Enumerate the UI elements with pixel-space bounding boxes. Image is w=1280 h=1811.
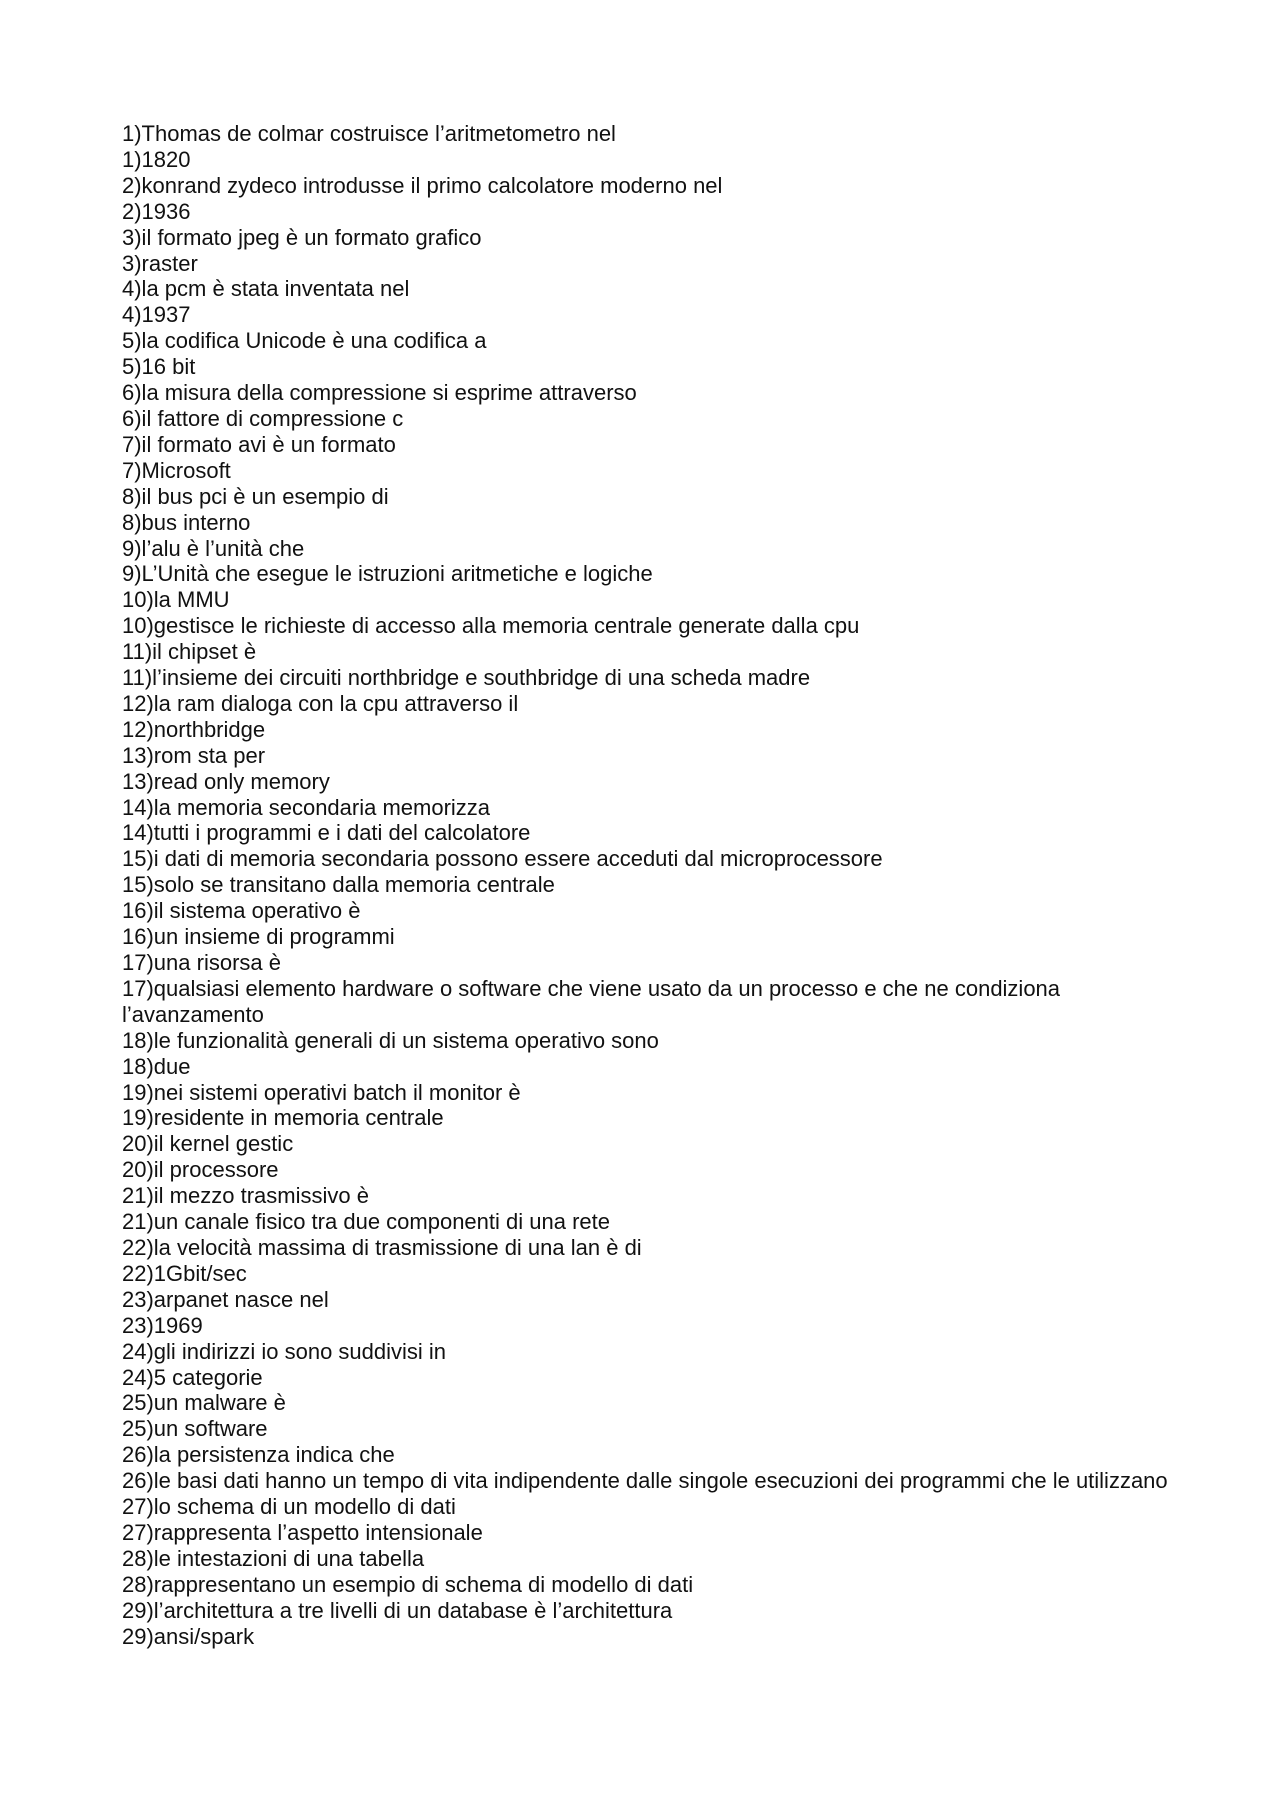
text-line: 10)la MMU	[122, 587, 230, 613]
text-line: 14)la memoria secondaria memorizza	[122, 794, 491, 820]
text-line: 3)raster	[122, 250, 198, 276]
text-line: 5)la codifica Unicode è una codifica a	[122, 328, 487, 354]
text-line: 15)i dati di memoria secondaria possono essere acceduti dal microprocessore	[122, 846, 883, 872]
text-line: 23)1969	[122, 1312, 203, 1338]
text-line: 15)solo se transitano dalla memoria centrale	[122, 872, 555, 898]
text-line: 13)rom sta per	[122, 742, 266, 768]
text-line: 11)il chipset è	[122, 639, 257, 665]
text-line: 8)il bus pci è un esempio di	[122, 483, 389, 509]
text-line: 10)gestisce le richieste di accesso alla memoria centrale generate dalla cpu	[122, 613, 860, 639]
text-line: 18)le funzionalità generali di un sistema operativo sono	[122, 1027, 659, 1053]
text-line: 25)un malware è	[122, 1390, 286, 1416]
text-line: 27)rappresenta l’aspetto intensionale	[122, 1519, 483, 1545]
text-line: 4)la pcm è stata inventata nel	[122, 276, 410, 302]
text-line: 4)1937	[122, 302, 191, 328]
text-line: 20)il processore	[122, 1157, 279, 1183]
text-line: 3)il formato jpeg è un formato grafico	[122, 224, 482, 250]
text-line: 18)due	[122, 1053, 191, 1079]
text-line: 6)il fattore di compressione c	[122, 405, 404, 431]
text-line: 2)konrand zydeco introdusse il primo calcolatore moderno nel	[122, 172, 723, 198]
text-line: 28)le intestazioni di una tabella	[122, 1545, 425, 1571]
text-line: 11)l’insieme dei circuiti northbridge e southbridge di una scheda madre	[122, 665, 811, 691]
text-line: 23)arpanet nasce nel	[122, 1286, 329, 1312]
text-line: 20)il kernel gestic	[122, 1131, 294, 1157]
text-line: 13)read only memory	[122, 768, 330, 794]
text-line: 27)lo schema di un modello di dati	[122, 1494, 456, 1520]
text-line: 19)residente in memoria centrale	[122, 1105, 444, 1131]
text-line: 21)il mezzo trasmissivo è	[122, 1183, 369, 1209]
text-line: 16)il sistema operativo è	[122, 898, 361, 924]
text-line: 24)gli indirizzi io sono suddivisi in	[122, 1338, 447, 1364]
text-line: 19)nei sistemi operativi batch il monitor è	[122, 1079, 521, 1105]
text-line: 29)ansi/spark	[122, 1623, 255, 1649]
text-line: 22)1Gbit/sec	[122, 1260, 247, 1286]
text-line: 26)le basi dati hanno un tempo di vita indipendente dalle singole esecuzioni dei programmi che le utilizzano	[122, 1468, 1168, 1494]
text-line: 17)qualsiasi elemento hardware o software che viene usato da un processo e che ne condiziona l’avanzamento	[122, 975, 1067, 1027]
text-line: 9)l’alu è l’unità che	[122, 535, 305, 561]
text-line: 24)5 categorie	[122, 1364, 263, 1390]
text-line: 7)Microsoft	[122, 457, 231, 483]
text-line: 28)rappresentano un esempio di schema di modello di dati	[122, 1571, 694, 1597]
text-line: 17)una risorsa è	[122, 950, 281, 975]
text-line: 1)Thomas de colmar costruisce l’aritmetometro nel	[122, 121, 616, 146]
text-line: 29)l’architettura a tre livelli di un database è l’architettura	[122, 1597, 673, 1623]
text-line: 26)la persistenza indica che	[122, 1442, 395, 1468]
text-line: 25)un software	[122, 1416, 268, 1442]
text-line: 21)un canale fisico tra due componenti di una rete	[122, 1209, 610, 1235]
text-line: 2)1936	[122, 198, 191, 224]
text-line: 9)L’Unità che esegue le istruzioni aritmetiche e logiche	[122, 561, 653, 587]
text-line: 7)il formato avi è un formato	[122, 431, 396, 457]
text-line: 12)la ram dialoga con la cpu attraverso il	[122, 690, 519, 716]
text-line: 22)la velocità massima di trasmissione di una lan è di	[122, 1234, 642, 1260]
text-line: 6)la misura della compressione si esprime attraverso	[122, 380, 637, 406]
text-line: 5)16 bit	[122, 354, 196, 380]
text-line: 12)northbridge	[122, 716, 266, 742]
text-line: 16)un insieme di programmi	[122, 924, 395, 950]
quiz-text	[122, 121, 1172, 1649]
text-line: 1)1820	[122, 146, 191, 172]
text-line: 14)tutti i programmi e i dati del calcolatore	[122, 820, 531, 846]
text-line: 8)bus interno	[122, 509, 251, 535]
